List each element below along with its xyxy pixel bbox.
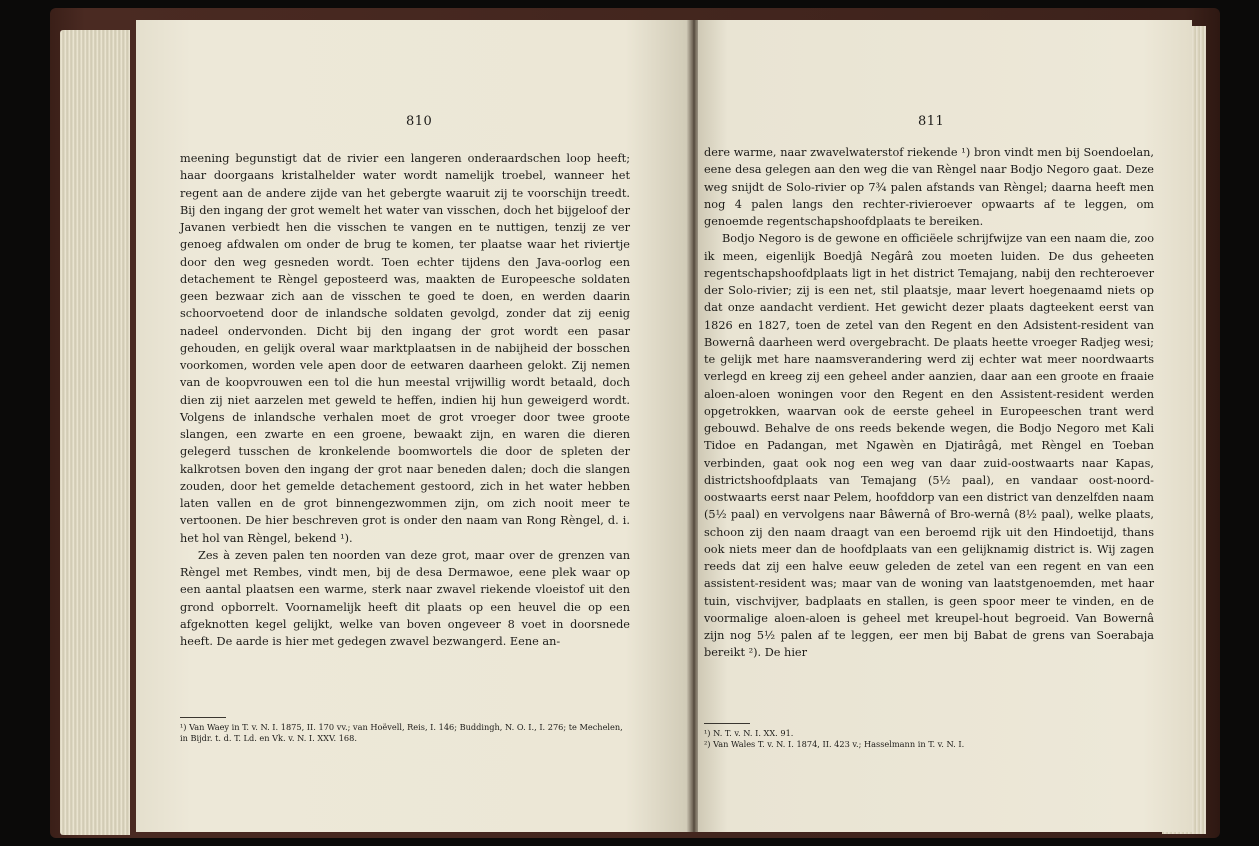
left-page-edges [60, 30, 130, 835]
left-footnotes [180, 722, 630, 744]
left-page-text [180, 150, 630, 650]
left-page [136, 20, 692, 832]
page-number-left: 810 [406, 114, 433, 129]
right-page [698, 20, 1192, 832]
left-paragraph-1: meening begunstigt dat de rivier een langeren onderaardschen loop heeft; haar doorgaans kristalhelder water wordt namelijk troebel, wanneer het regent aan de andere zijde van het gebergte waaruit zij te voorschijn treedt. Bij den ingang der grot wemelt het water van visschen, doch het bijgeloof der Javanen verbiedt hen die visschen te vangen en te nuttigen, tenzij ze ver genoeg afdwalen om onder de brug te komen, ter plaatse waar het riviertje door den weg gesneden wordt. Toen echter tijdens den Java-oorlog een detachement te Rèngel geposteerd was, maakten de Europeesche soldaten geen bezwaar zich aan de visschen te goed te doen, en werden daarin schoorvoetend door de inlandsche soldaten gevolgd, zonder dat zij eenig nadeel ondervonden. Dicht bij den ingang der grot wordt een pasar gehouden, en gelijk overal waar marktplaatsen in de nabijheid der bosschen voorkomen, worden vele apen door de eetwaren daarheen gelokt. Zij nemen van de koopvrouwen een tol die hun meestal vrijwillig wordt betaald, doch dien zij niet aarzelen met geweld te heffen, indien hij hun geweigerd wordt. Volgens de inlandsche verhalen moet de grot vroeger door twee groote slangen, een zwarte en een groene, bewaakt zijn, en waren die dieren gelegerd tusschen de kronkelende boomwortels die door de spleten der kalkrotsen boven den ingang der grot naar beneden dalen; doch die slangen zouden, door het gemelde detachement gestoord, zich in het water hebben laten vallen en de grot binnengezwommen zijn, om zich nooit meer te vertoonen. De hier beschreven grot is onder den naam van Rong Rèngel, d. i. het hol van Rèngel, bekend ¹). [180, 152, 630, 545]
right-footnote-1: ¹) N. T. v. N. I. XX. 91. [704, 728, 794, 738]
page-number-right: 811 [918, 114, 945, 129]
right-footnotes [704, 728, 1154, 750]
left-footnote-1: ¹) Van Waey in T. v. N. I. 1875, II. 170 vv.; van Hoëvell, Reis, I. 146; Buddingh, N. O. I., I. 276; te Mechelen, in Bijdr. t. d. T. Ld. en Vk. v. N. I. XXV. 168. [180, 722, 623, 743]
footnote-rule-left [180, 717, 226, 718]
right-paragraph-2: Bodjo Negoro is de gewone en officiëele schrijfwijze van een naam die, zoo ik meen, eigenlijk Boedjâ Negârâ zou moeten luiden. De dus geheeten regentschapshoofdplaats ligt in het district Temajang, nabij den rechteroever der Solo-rivier; zij is een net, stil plaatsje, maar levert hoegenaamd niets op dat onze aandacht verdient. Het gewicht dezer plaats dagteekent eerst van 1826 en 1827, toen de zetel van den Regent en den Adsistent-resident van Bowernâ daarheen werd overgebracht. De plaats heette vroeger Radjeg wesi; te gelijk met hare naamsverandering werd zij echter wat meer noordwaarts verlegd en kreeg zij een geheel ander aanzien, daar aan een groote en fraaie aloen-aloen woningen voor den Regent en den Assistent-resident werden opgetrokken, waarvan ook de eerste geheel in Europeeschen trant werd gebouwd. Behalve de ons reeds bekende wegen, die Bodjo Negoro met Kali Tidoe en Padangan, met Ngawèn en Djatirâgâ, met Rèngel en Toeban verbinden, gaat ook nog een weg van daar zuid-oostwaarts naar Kapas, districtshoofdplaats van Temajang (5½ paal), en vandaar oost-noord-oostwaarts eerst naar Pelem, hoofddorp van een district van denzelfden naam (5½ paal) en vervolgens naar Bâwernâ of Bro-wernâ (8½ paal), welke plaats, schoon zij den naam draagt van een beroemd rijk uit den Hindoetijd, thans ook niets meer dan de hoofdplaats van een gelijknamig district is. Wij zagen reeds dat zij een halve eeuw geleden de zetel van een regent en van een assistent-resident was; maar van de woning van laatstgenoemden, met haar tuin, vischvijver, badplaats en stallen, is geen spoor meer te vinden, en de voormalige aloen-aloen is geheel met kreupel-hout begroeid. Van Bowernâ zijn nog 5½ palen af te leggen, eer men bij Babat de grens van Soerabaja bereikt ²). De hier [704, 232, 1154, 660]
footnote-rule-right [704, 723, 750, 724]
right-footnote-2: ²) Van Wales T. v. N. I. 1874, II. 423 v.; Hasselmann in T. v. N. I. [704, 739, 965, 749]
right-paragraph-1: dere warme, naar zwavelwaterstof riekende ¹) bron vindt men bij Soendoelan, eene desa gelegen aan den weg die van Rèngel naar Bodjo Negoro gaat. Deze weg snijdt de Solo-rivier op 7¾ palen afstands van Rèngel; daarna heeft men nog 4 palen langs den rechter-rivieroever opwaarts af te leggen, om genoemde regentschapshoofdplaats te bereiken. [704, 146, 1154, 228]
left-paragraph-2: Zes à zeven palen ten noorden van deze grot, maar over de grenzen van Rèngel met Rembes, vindt men, bij de desa Dermawoe, eene plek waar op een aantal plaatsen een warme, sterk naar zwavel riekende vloeistof uit den grond opborrelt. Voornamelijk heeft dit plaats op een heuvel die op een afgeknotten kegel gelijkt, welke van boven ongeveer 8 voet in doorsnede heeft. De aarde is hier met gedegen zwavel bezwangerd. Eene an- [180, 548, 630, 648]
right-page-text [704, 144, 1154, 662]
book [50, 8, 1220, 838]
